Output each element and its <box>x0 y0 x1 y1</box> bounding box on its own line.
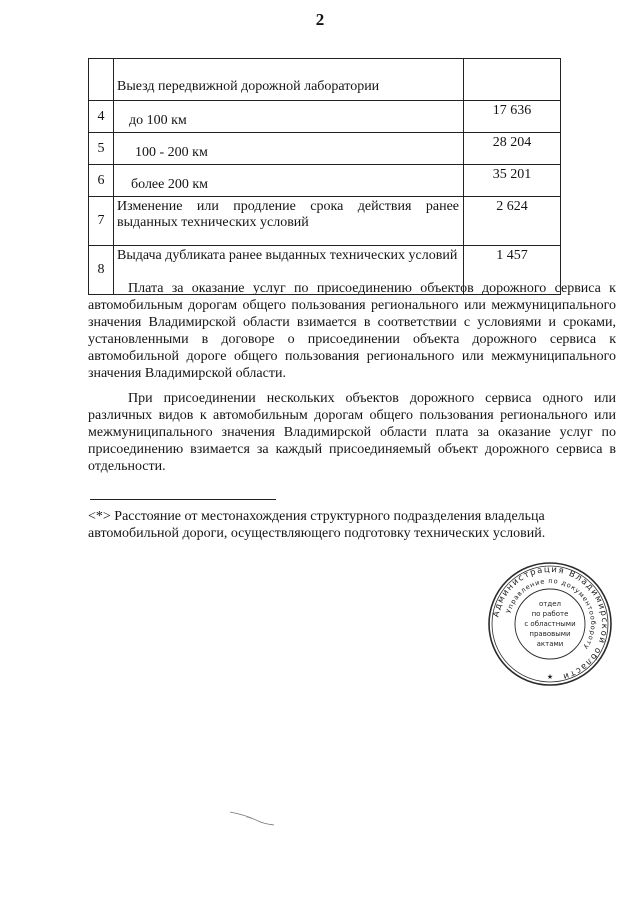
stamp-center-line: правовыми <box>529 630 571 638</box>
table-row <box>89 101 561 133</box>
stamp-center-line: отдел <box>539 600 561 608</box>
stamp-seal-icon <box>486 560 614 688</box>
row-description-cell <box>114 165 464 197</box>
paragraph-multiple-objects: При присоединении нескольких объектов дорожного сервиса одного или различных видов к автомобильным дорогам общего пользования регионального или межмуниципального значения Владимирской области плата за оказание услуг по присоединению взимается за каждый присоединяемый объект дорожного сервиса в отдельности. <box>88 391 616 474</box>
row-number: 5 <box>89 133 114 165</box>
stamp-inner-text: Управление по документообороту <box>504 576 598 652</box>
fee-table <box>88 58 561 295</box>
row-price: 17 636 <box>464 101 561 133</box>
row-number: 7 <box>89 197 114 246</box>
row-price: 28 204 <box>464 133 561 165</box>
stamp-center-line: с областными <box>524 620 576 628</box>
row-number: 4 <box>89 101 114 133</box>
footnote: <*> Расстояние от местонахождения структурного подразделения владельца автомобильной дороги, осуществляющего подготовку технических условий. <box>88 509 546 541</box>
row-description: до 100 км <box>129 113 187 128</box>
paragraph-fee-conditions: Плата за оказание услуг по присоединению объектов дорожного сервиса к автомобильным дорогам общего пользования регионального или межмуниципального значения Владимирской области взимается в соответствии с условиями и сроками, установленными в договоре о присоединении объекта дорожного сервиса к автомобильной дороге общего пользования регионального или межмуниципального значения Владимирской области. <box>88 281 616 381</box>
row-price <box>464 59 561 101</box>
row-description: Выезд передвижной дорожной лаборатории <box>114 59 464 101</box>
stamp-outer-text: Администрация Владимирской области <box>491 564 610 682</box>
row-price: 2 624 <box>464 197 561 246</box>
row-description: более 200 км <box>131 177 209 192</box>
row-description: Изменение или продление срока действия ранее выданных технических условий <box>114 197 464 246</box>
row-description: Выдача дубликата ранее выданных технических условий <box>114 246 464 295</box>
row-number: 8 <box>89 246 114 295</box>
row-price: 35 201 <box>464 165 561 197</box>
pen-mark-icon <box>228 808 278 830</box>
row-number <box>89 59 114 101</box>
stamp-center-line: актами <box>536 640 564 648</box>
footnote-divider <box>90 499 276 500</box>
row-number: 6 <box>89 165 114 197</box>
row-description-cell <box>114 133 464 165</box>
table-row <box>89 165 561 197</box>
page-number: 2 <box>315 10 325 29</box>
table-row <box>89 59 561 101</box>
stamp-center-line: по работе <box>531 610 569 618</box>
row-price: 1 457 <box>464 246 561 295</box>
stamp-star-icon: ★ <box>546 673 554 681</box>
table-row <box>89 133 561 165</box>
row-description-cell <box>114 101 464 133</box>
row-description: 100 - 200 км <box>135 145 208 160</box>
official-stamp <box>486 560 614 688</box>
table-row <box>89 197 561 246</box>
